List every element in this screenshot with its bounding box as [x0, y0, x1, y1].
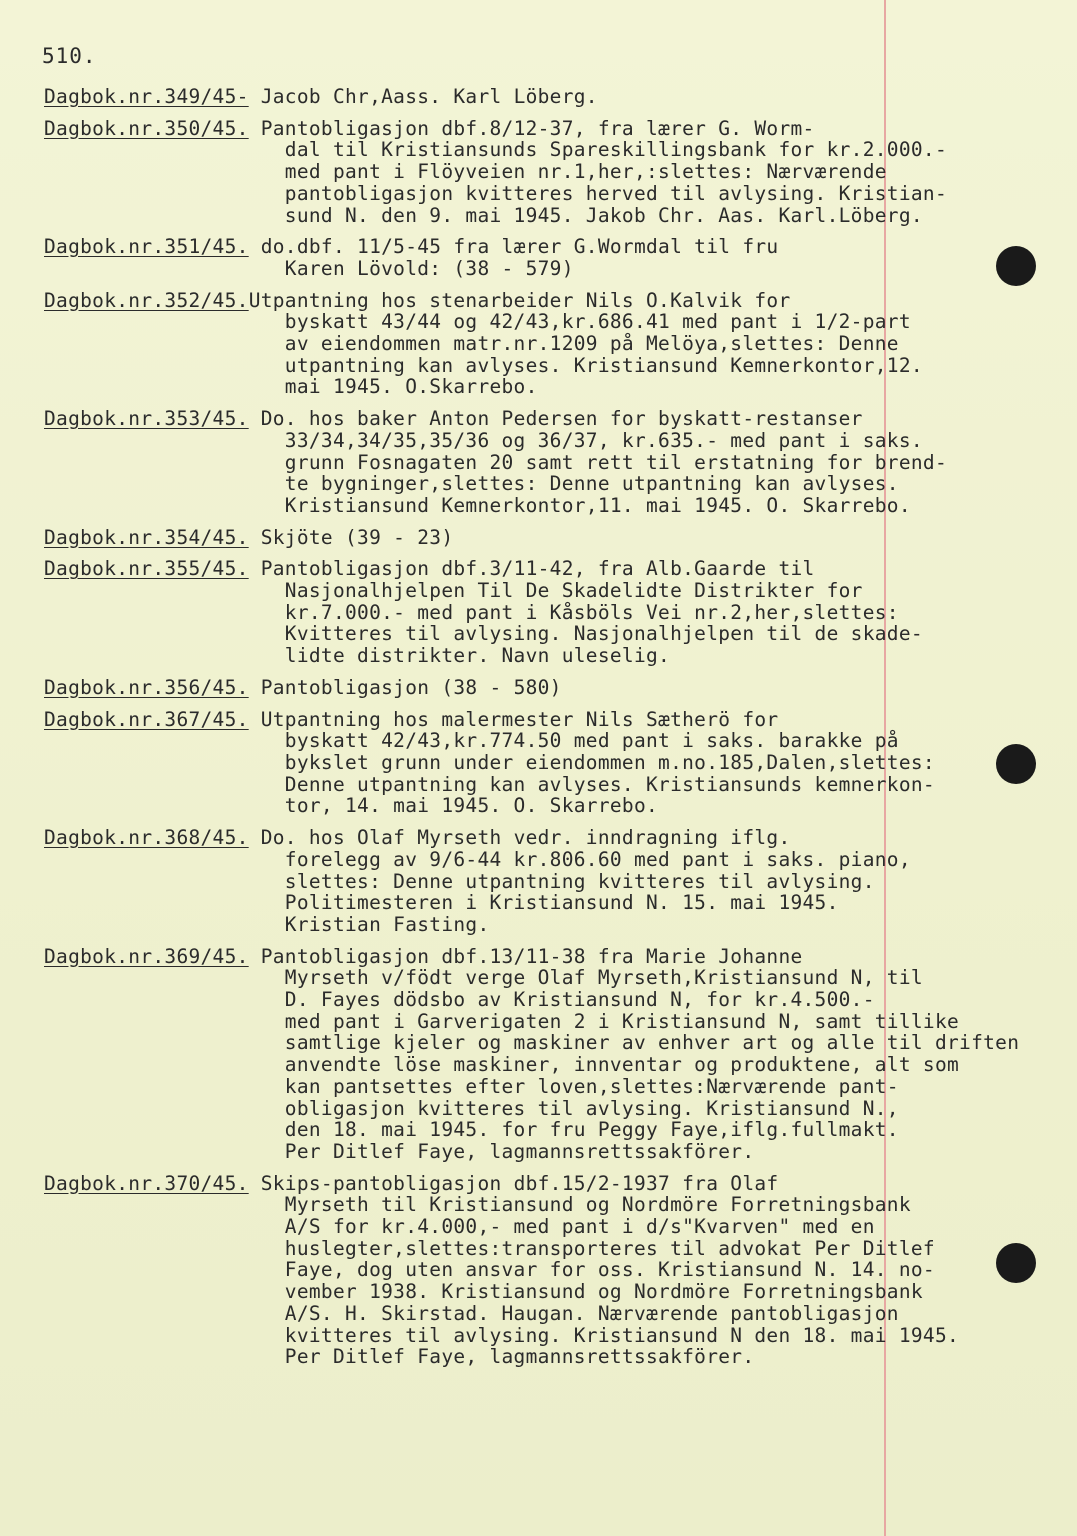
entry-text: med pant i Garverigaten 2 i Kristiansund N, samt tillike	[44, 1009, 960, 1033]
entry-text: Myrseth til Kristiansund og Nordmöre Forretningsbank	[44, 1193, 911, 1217]
entry-text: byskatt 43/44 og 42/43,kr.686.41 med pant i 1/2-part	[44, 310, 911, 334]
ledger-entry	[44, 288, 923, 399]
entry-line	[44, 772, 935, 796]
entry-text: Faye, dog uten ansvar for oss. Kristiansund N. 14. no-	[44, 1258, 935, 1282]
entry-text: Kristian Fasting.	[44, 912, 490, 936]
entry-line	[44, 118, 904, 140]
entry-reference: Dagbok.nr.369/45.	[44, 944, 249, 968]
entry-text: do.dbf. 11/5-45 fra lærer G.Wormdal til fru	[248, 235, 779, 259]
entry-text: bykslet grunn under eiendommen m.no.185,Dalen,slettes:	[44, 750, 935, 774]
ledger-entry	[44, 86, 904, 108]
entry-line	[44, 376, 904, 398]
ledger-entry	[44, 407, 947, 517]
entry-text: den 18. mai 1945. for fru Peggy Faye,iflg.fullmakt.	[44, 1118, 899, 1142]
entry-text: grunn Fosnagaten 20 samt rett til erstatning for brend-	[44, 450, 947, 474]
entry-line	[44, 310, 911, 334]
ledger-entry	[44, 116, 947, 227]
entry-text: kvitteres til avlysing. Kristiansund N den 18. mai 1945.	[44, 1323, 960, 1347]
entry-text: Pantobligasjon (38 - 580)	[248, 675, 562, 699]
entry-line	[44, 1098, 904, 1120]
entry-line	[44, 473, 904, 495]
entry-text: Kristiansund Kemnerkontor,11. mai 1945. O. Skarrebo.	[44, 493, 911, 517]
entry-text: Kvitteres til avlysing. Nasjonalhjelpen til de skade-	[44, 622, 923, 646]
entry-text: Karen Lövold: (38 - 579)	[44, 256, 574, 280]
entry-line	[44, 1076, 904, 1098]
ledger-entry	[44, 236, 904, 279]
entry-line	[44, 527, 904, 549]
entry-text: Politimesteren i Kristiansund N. 15. mai 1945.	[44, 891, 839, 915]
entry-text: Nasjonalhjelpen Til De Skadelidte Distrikter for	[44, 579, 863, 603]
entries-list	[44, 85, 1020, 1378]
entry-text: av eiendommen matr.nr.1209 på Melöya,slettes: Denne	[44, 332, 899, 356]
entry-text: huslegter,slettes:transporteres til advokat Per Ditlef	[44, 1236, 935, 1260]
ledger-entry	[44, 677, 904, 699]
entry-text: Pantobligasjon dbf.13/11-38 fra Marie Johanne	[248, 944, 803, 968]
entry-line	[44, 558, 904, 580]
entry-text: Utpantning hos malermester Nils Sætherö for	[248, 707, 779, 731]
entry-text: Do. hos Olaf Myrseth vedr. inndragning iflg.	[248, 826, 791, 850]
entry-line	[44, 914, 904, 936]
entry-text: Skips-pantobligasjon dbf.15/2-1937 fra Olaf	[248, 1171, 779, 1195]
entry-text: Pantobligasjon dbf.8/12-37, fra lærer G. Worm-	[248, 116, 815, 140]
entry-text: pantobligasjon kvitteres herved til avlysing. Kristian-	[44, 181, 947, 205]
entry-text: kr.7.000.- med pant i Kåsböls Vei nr.2,her,slettes:	[44, 600, 899, 624]
punch-hole-top	[996, 246, 1036, 286]
entry-text: te bygninger,slettes: Denne utpantning kan avlyses.	[44, 472, 899, 496]
entry-line	[44, 1053, 960, 1077]
entry-text: med pant i Flöyveien nr.1,her,:slettes: Nærværende	[44, 160, 887, 184]
entry-text: utpantning kan avlyses. Kristiansund Kemnerkontor,12.	[44, 353, 923, 377]
entry-line	[44, 161, 904, 183]
entry-line	[44, 709, 904, 731]
entry-text: dal til Kristiansunds Spareskillingsbank for kr.2.000.-	[44, 138, 947, 162]
entry-reference: Dagbok.nr.350/45.	[44, 116, 249, 140]
entry-text: A/S for kr.4.000,- med pant i d/s"Kvarven" med en	[44, 1215, 875, 1239]
entry-line	[44, 138, 947, 162]
entry-line	[44, 333, 904, 355]
entry-line	[44, 989, 904, 1011]
entry-reference: Dagbok.nr.355/45.	[44, 557, 249, 581]
entry-text: samtlige kjeler og maskiner av enhver art og alle til driften	[44, 1031, 1020, 1055]
entry-reference: Dagbok.nr.352/45.	[44, 288, 249, 312]
punch-hole-middle	[996, 744, 1036, 784]
entry-line	[44, 677, 904, 699]
entry-line	[44, 258, 904, 280]
entry-text: 33/34,34/35,35/36 og 36/37, kr.635.- med pant i saks.	[44, 428, 923, 452]
entry-text: Do. hos baker Anton Pedersen for byskatt-restanser	[248, 407, 863, 431]
entry-line	[44, 580, 904, 602]
ledger-entry	[44, 826, 911, 936]
entry-reference: Dagbok.nr.370/45.	[44, 1171, 249, 1195]
ledger-entry	[44, 944, 1020, 1163]
entry-line	[44, 966, 923, 990]
entry-text: vember 1938. Kristiansund og Nordmöre Forretningsbank	[44, 1280, 923, 1304]
entry-line	[44, 946, 904, 968]
entry-text: tor, 14. mai 1945. O. Skarrebo.	[44, 794, 659, 818]
entry-reference: Dagbok.nr.356/45.	[44, 675, 249, 699]
entry-text: Myrseth v/födt verge Olaf Myrseth,Kristiansund N, til	[44, 966, 923, 990]
entry-line	[44, 847, 911, 871]
entry-reference: Dagbok.nr.351/45.	[44, 235, 249, 259]
entry-text: lidte distrikter. Navn uleselig.	[44, 644, 671, 668]
entry-reference: Dagbok.nr.368/45.	[44, 826, 249, 850]
entry-line	[44, 236, 904, 258]
ledger-entry	[44, 557, 923, 668]
ledger-entry	[44, 1171, 960, 1369]
entry-line	[44, 428, 923, 452]
entry-text: obligasjon kvitteres til avlysing. Kristiansund N.,	[44, 1096, 899, 1120]
entry-line	[44, 1346, 904, 1368]
page-number: 510.	[42, 44, 97, 68]
entry-line	[44, 1303, 904, 1325]
entry-reference: Dagbok.nr.349/45-	[44, 85, 249, 108]
entry-line	[44, 1193, 911, 1217]
entry-text: D. Fayes dödsbo av Kristiansund N, for kr.4.500.-	[44, 988, 875, 1012]
entry-text: kan pantsettes efter loven,slettes:Nærværende pant-	[44, 1074, 899, 1098]
entry-line	[44, 622, 923, 646]
entry-text: Pantobligasjon dbf.3/11-42, fra Alb.Gaarde til	[248, 557, 815, 581]
entry-line	[44, 1258, 935, 1282]
entry-text: A/S. H. Skirstad. Haugan. Nærværende pantobligasjon	[44, 1301, 899, 1325]
entry-text: mai 1945. O.Skarrebo.	[44, 375, 538, 399]
punch-hole-bottom	[996, 1243, 1036, 1283]
entry-text: byskatt 42/43,kr.774.50 med pant i saks. barakke på	[44, 729, 899, 753]
entry-text: Per Ditlef Faye, lagmannsrettssakförer.	[44, 1139, 755, 1163]
ledger-entry	[44, 707, 935, 818]
entry-line	[44, 1141, 904, 1163]
entry-line	[44, 1031, 1020, 1055]
entry-line	[44, 871, 904, 893]
entry-line	[44, 353, 923, 377]
entry-line	[44, 750, 935, 774]
entry-text: Denne utpantning kan avlyses. Kristiansunds kemnerkon-	[44, 772, 935, 796]
entry-text: anvendte löse maskiner, innventar og produktene, alt som	[44, 1053, 960, 1077]
entry-text: sund N. den 9. mai 1945. Jakob Chr. Aas. Karl.Löberg.	[44, 203, 923, 227]
entry-reference: Dagbok.nr.353/45.	[44, 407, 249, 431]
entry-line	[44, 892, 904, 914]
entry-line	[44, 1009, 960, 1033]
entry-line	[44, 1236, 935, 1260]
entry-text: Per Ditlef Faye, lagmannsrettssakförer.	[44, 1345, 755, 1369]
entry-line	[44, 730, 904, 752]
entry-reference: Dagbok.nr.354/45.	[44, 525, 249, 549]
entry-line	[44, 450, 947, 474]
entry-text: slettes: Denne utpantning kvitteres til avlysing.	[44, 869, 875, 893]
entry-line	[44, 290, 904, 312]
entry-text: forelegg av 9/6-44 kr.806.60 med pant i saks. piano,	[44, 847, 911, 871]
entry-line	[44, 1323, 960, 1347]
entry-reference: Dagbok.nr.367/45.	[44, 707, 249, 731]
ledger-entry	[44, 527, 904, 549]
entry-line	[44, 1173, 904, 1195]
entry-line	[44, 645, 904, 667]
entry-line	[44, 408, 904, 430]
entry-line	[44, 1119, 904, 1141]
entry-line	[44, 203, 923, 227]
entry-line	[44, 795, 904, 817]
entry-line	[44, 86, 904, 108]
entry-line	[44, 827, 904, 849]
entry-line	[44, 181, 947, 205]
entry-text: Skjöte (39 - 23)	[248, 525, 454, 549]
entry-line	[44, 493, 911, 517]
entry-line	[44, 1216, 904, 1238]
entry-line	[44, 1280, 923, 1304]
entry-text: Jacob Chr,Aass. Karl Löberg.	[248, 85, 598, 108]
entry-text: Utpantning hos stenarbeider Nils O.Kalvik for	[248, 288, 791, 312]
entry-line	[44, 602, 904, 624]
